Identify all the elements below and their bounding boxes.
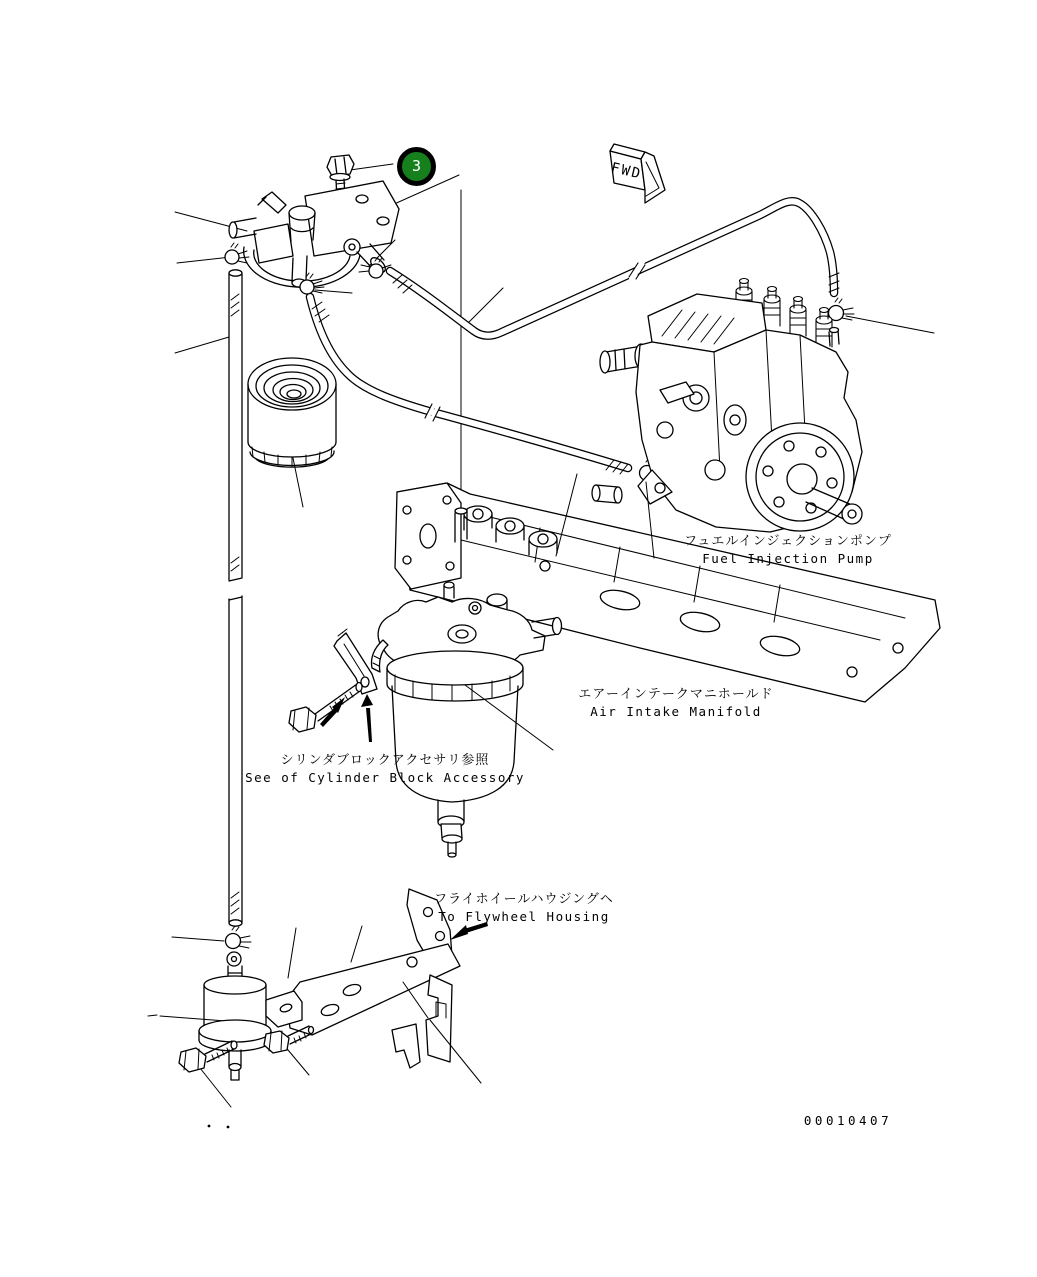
label-fuel-injection-pump-jp: フュエルインジェクションポンプ: [684, 534, 892, 549]
label-flywheel-housing-en: To Flywheel Housing: [438, 909, 610, 924]
water-separator: [371, 582, 561, 857]
callout-3[interactable]: [397, 147, 436, 186]
fuel-tube: [229, 270, 242, 926]
label-flywheel-housing: [434, 891, 614, 925]
label-cylinder-block-accessory-en: See of Cylinder Block Accessory: [245, 770, 525, 785]
callout-3-number: 3: [411, 157, 422, 175]
label-air-intake-manifold-en: Air Intake Manifold: [590, 704, 762, 719]
label-flywheel-housing-jp: フライホイールハウジングヘ: [434, 892, 614, 907]
reference-dots: [208, 1125, 230, 1129]
electric-fuel-pump: [199, 952, 302, 1080]
label-air-intake-manifold-jp: エアーインテークマニホールド: [578, 687, 774, 702]
fwd-label: FWD: [609, 160, 644, 183]
label-fuel-injection-pump-en: Fuel Injection Pump: [702, 551, 874, 566]
separator-strap-and-bolt: [289, 629, 377, 732]
label-cylinder-block-accessory-jp: シリンダブロックアクセサリ参照: [280, 753, 490, 768]
label-cylinder-block-accessory: [245, 752, 525, 786]
fuel-injection-pump: [600, 279, 862, 533]
label-fuel-injection-pump: [684, 533, 892, 567]
label-air-intake-manifold: [578, 686, 773, 720]
drawing-number: 00010407: [803, 1113, 893, 1128]
fuel-filter-cartridge: [248, 358, 336, 467]
